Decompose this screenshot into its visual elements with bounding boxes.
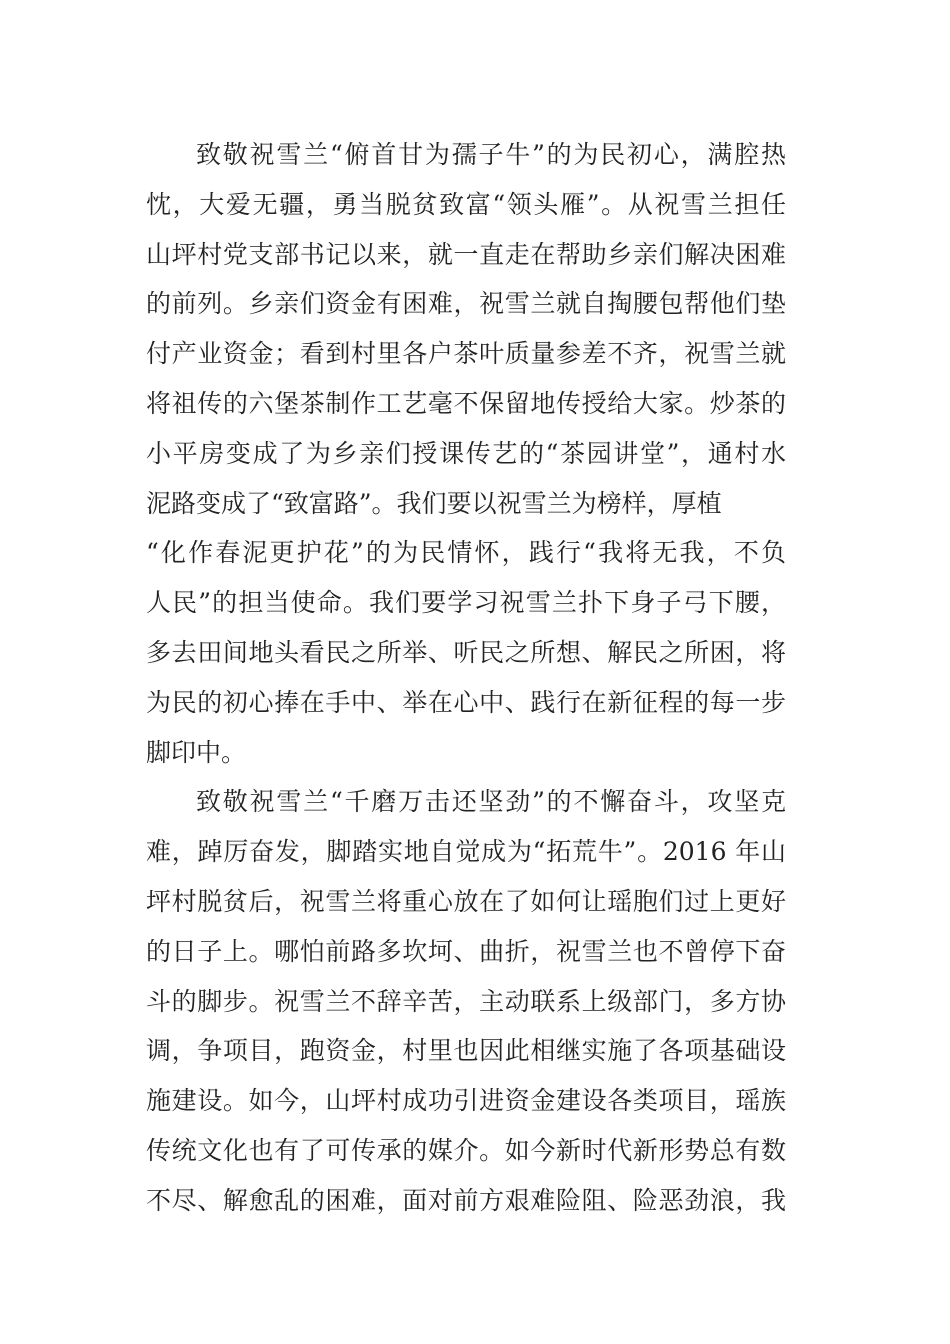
text-line: 付产业资金；看到村里各户茶叶质量参差不齐，祝雪兰就 [146, 339, 786, 369]
text-line: 致敬祝雪兰“俯首甘为孺子牛”的为民初心，满腔热 [196, 140, 786, 169]
text-line: 脚印中。 [146, 737, 247, 767]
text-line: 的日子上。哪怕前路多坎坷、曲折，祝雪兰也不曾停下奋 [146, 936, 786, 966]
text-line: “化作春泥更护花”的为民情怀，践行“我将无我，不负 [146, 538, 786, 568]
text-line: 难，踔厉奋发，脚踏实地自觉成为“拓荒牛”。2016 年山 [146, 837, 786, 867]
text-line: 人民”的担当使命。我们要学习祝雪兰扑下身子弓下腰， [146, 588, 786, 618]
paragraph-1 [146, 130, 786, 777]
text-line: 传统文化也有了可传承的媒介。如今新时代新形势总有数 [146, 1135, 786, 1165]
text-line: 斗的脚步。祝雪兰不辞辛苦，主动联系上级部门，多方协 [146, 986, 786, 1016]
text-line: 为民的初心捧在手中、举在心中、践行在新征程的每一步 [146, 687, 786, 717]
text-line: 山坪村党支部书记以来，就一直走在帮助乡亲们解决困难 [146, 239, 786, 269]
text-line: 多去田间地头看民之所举、听民之所想、解民之所困，将 [146, 637, 786, 667]
text-line: 不尽、解愈乱的困难，面对前方艰难险阻、险恶劲浪，我 [146, 1185, 786, 1215]
text-line: 施建设。如今，山坪村成功引进资金建设各类项目，瑶族 [146, 1086, 786, 1116]
text-line: 坪村脱贫后，祝雪兰将重心放在了如何让瑶胞们过上更好 [146, 886, 786, 916]
text-line: 的前列。乡亲们资金有困难，祝雪兰就自掏腰包帮他们垫 [146, 289, 786, 319]
text-line: 小平房变成了为乡亲们授课传艺的“茶园讲堂”，通村水 [146, 438, 786, 468]
paragraph-2 [146, 777, 786, 1225]
article-body [146, 130, 786, 1226]
text-line: 泥路变成了“致富路”。我们要以祝雪兰为榜样，厚植 [146, 488, 722, 518]
text-line: 调，争项目，跑资金，村里也因此相继实施了各项基础设 [146, 1036, 786, 1066]
text-line: 将祖传的六堡茶制作工艺毫不保留地传授给大家。炒茶的 [146, 388, 786, 418]
text-line: 致敬祝雪兰“千磨万击还坚劲”的不懈奋斗，攻坚克 [196, 787, 786, 817]
text-line: 忱，大爱无疆，勇当脱贫致富“领头雁”。从祝雪兰担任 [146, 189, 786, 219]
